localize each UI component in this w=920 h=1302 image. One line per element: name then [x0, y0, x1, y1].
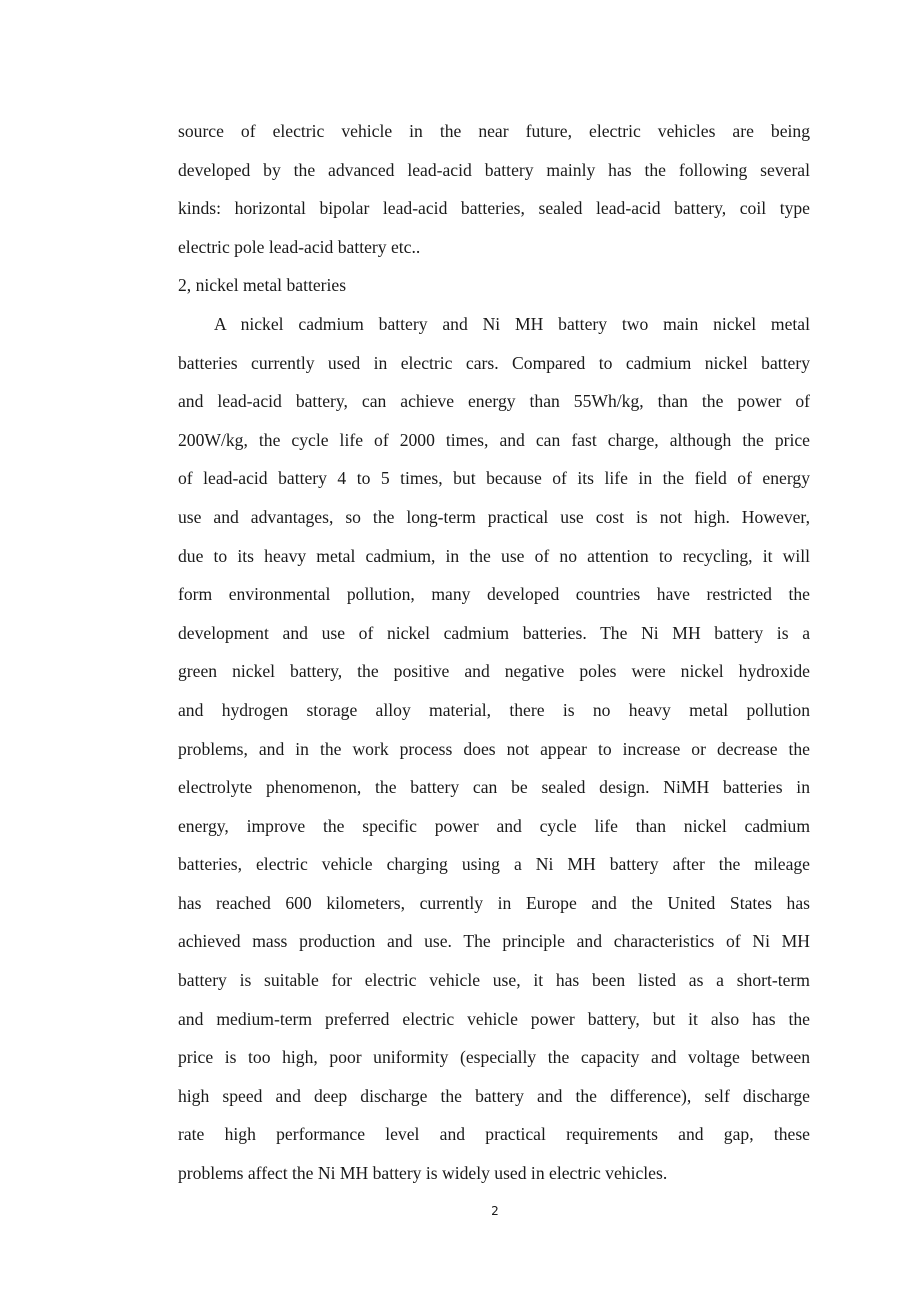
paragraph-line: development and use of nickel cadmium batteries. The Ni MH battery is a	[178, 622, 810, 643]
paragraph-line: and lead-acid battery, can achieve energy than 55Wh/kg, than the power of	[178, 391, 810, 412]
paragraph-line: problems affect the Ni MH battery is widely used in electric vehicles.	[178, 1163, 668, 1184]
paragraph-line: has reached 600 kilometers, currently in Europe and the United States has	[178, 892, 810, 913]
paragraph-line: battery is suitable for electric vehicle use, it has been listed as a short-term	[178, 970, 810, 991]
paragraph-line: high speed and deep discharge the battery and the difference), self discharge	[178, 1085, 810, 1106]
paragraph-line: problems, and in the work process does not appear to increase or decrease the	[178, 738, 810, 759]
paragraph-line: kinds: horizontal bipolar lead-acid batteries, sealed lead-acid battery, coil type	[178, 198, 810, 219]
paragraph-line: green nickel battery, the positive and negative poles were nickel hydroxide	[178, 661, 810, 682]
paragraph-line: price is too high, poor uniformity (especially the capacity and voltage between	[178, 1047, 810, 1068]
body-text	[178, 112, 810, 1193]
paragraph-line: due to its heavy metal cadmium, in the use of no attention to recycling, it will	[178, 545, 810, 566]
paragraph-line: developed by the advanced lead-acid battery mainly has the following several	[178, 159, 810, 180]
paragraph-line: source of electric vehicle in the near future, electric vehicles are being	[178, 121, 810, 141]
paragraph-line: batteries currently used in electric cars. Compared to cadmium nickel battery	[178, 352, 810, 373]
paragraph-line: and medium-term preferred electric vehicle power battery, but it also has the	[178, 1008, 810, 1029]
paragraph-line: electric pole lead-acid battery etc..	[178, 236, 421, 257]
paragraph-line: of lead-acid battery 4 to 5 times, but because of its life in the field of energy	[178, 468, 810, 489]
paragraph-line: 200W/kg, the cycle life of 2000 times, and can fast charge, although the price	[178, 429, 810, 450]
paragraph-line: energy, improve the specific power and cycle life than nickel cadmium	[178, 815, 810, 836]
paragraph-line: batteries, electric vehicle charging using a Ni MH battery after the mileage	[178, 854, 810, 875]
section-heading: 2, nickel metal batteries	[178, 275, 347, 296]
paragraph-line: A nickel cadmium battery and Ni MH battery two main nickel metal	[214, 313, 810, 334]
paragraph-line: form environmental pollution, many developed countries have restricted the	[178, 584, 810, 605]
paragraph-line: and hydrogen storage alloy material, there is no heavy metal pollution	[178, 699, 810, 720]
page-number: 2	[491, 1204, 499, 1218]
paragraph-line: rate high performance level and practical requirements and gap, these	[178, 1124, 810, 1145]
paragraph-line: use and advantages, so the long-term practical use cost is not high. However,	[178, 506, 810, 527]
paragraph-line: electrolyte phenomenon, the battery can be sealed design. NiMH batteries in	[178, 777, 810, 798]
paragraph-line: achieved mass production and use. The principle and characteristics of Ni MH	[178, 931, 810, 952]
